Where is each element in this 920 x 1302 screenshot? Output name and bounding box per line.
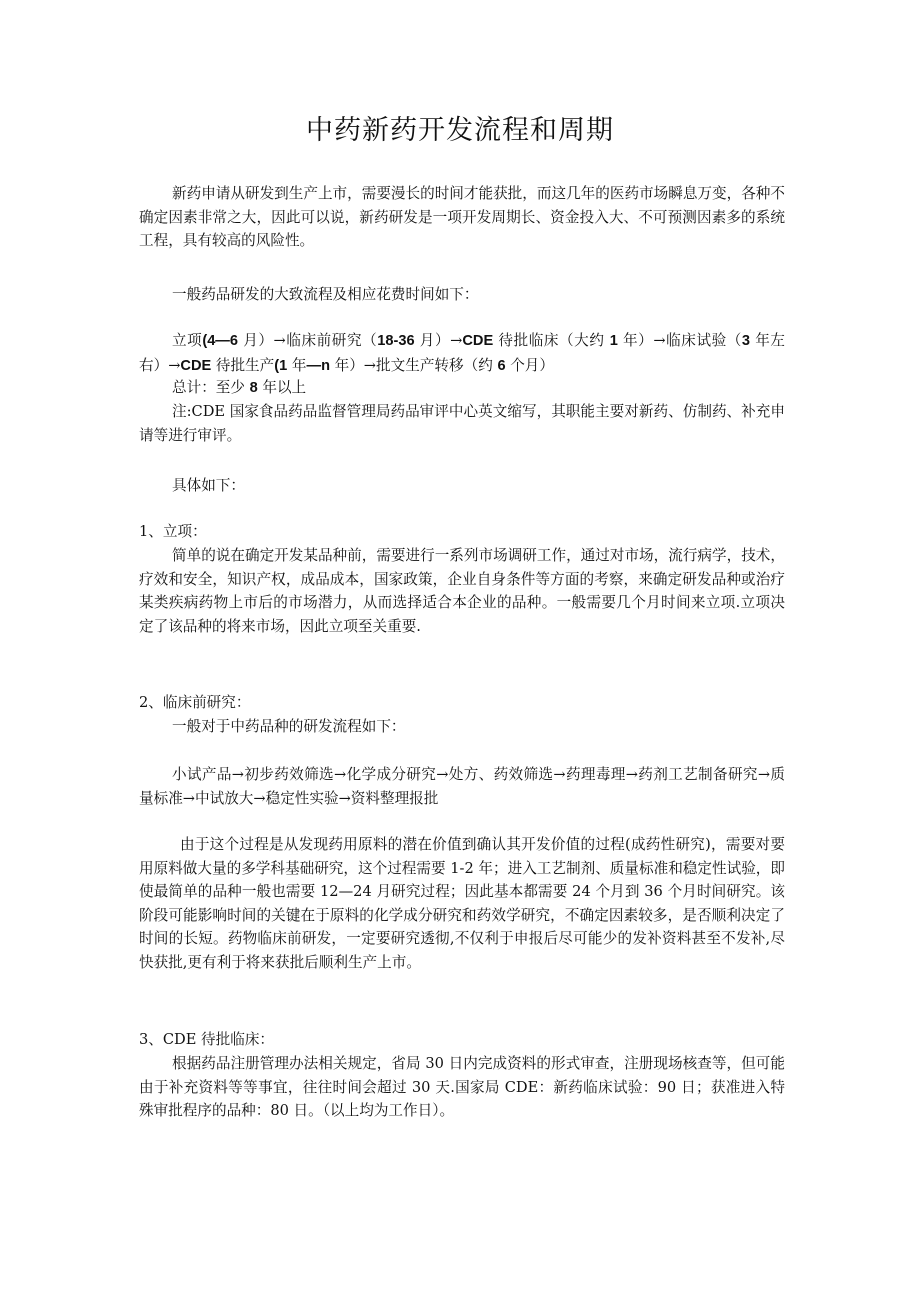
flow-text: 待批临床（大约 [493,332,610,349]
flow-intro-paragraph: 一般药品研发的大致流程及相应花费时间如下： [172,286,479,303]
flow-text: 年 [287,356,307,374]
flow-text: 待批生产 [211,356,275,374]
flow-time: 18-36 [377,333,415,349]
total-number: 8 [249,380,258,396]
section-2-body: 由于这个过程是从发现药用原料的潜在价值到确认其开发价值的过程(成药性研究)，需要对要用原料做大量的多学科基础研究，这个过程需要 1-2 年；进入工艺制剂、质量标准和稳定性试验，即使最简单的品种一般也需要 12—24 月研究过程；因此基本都需要 24 个月到 36 个月时间研究。该阶段可能影响时间的关键在于原料的化学成分研究和药效学研究，不确定因素较多，是否顺利决定了时间的长短。药物临床前研发，一定要研究透彻,不仅利于申报后尽可能少的发补资料甚至不发补,尽快获批,更有利于将来获批后顺利生产上市。 [139,836,785,971]
section-3-body: 根据药品注册管理办法相关规定，省局 30 日内完成资料的形式审查，注册现场核查等，但可能由于补充资料等等事宜，往往时间会超过 30 天.国家局 CDE：新药临床试验：90 日；获准进入特殊审批程序的品种：80 日。（以上均为工作日）。 [139,1055,785,1119]
flow-text: 月）→ [414,332,463,349]
total-paragraph [139,376,785,401]
flow-time: 6 [497,357,506,374]
flow-time: 3 [741,333,751,349]
flow-text: 月）→临床前研究（ [238,332,378,349]
section-2-flow: 小试产品→初步药效筛选→化学成分研究→处方、药效筛选→药理毒理→药剂工艺制备研究→质量标准→中试放大→稳定性实验→资料整理报批 [139,766,785,807]
flow-cde: CDE [180,357,212,374]
flow-text: 立项 [172,332,203,349]
detail-intro-paragraph: 具体如下： [172,477,245,494]
document-title: 中药新药开发流程和周期 [306,115,614,146]
flow-text: 年）→临床试验（ [617,332,742,349]
flow-text: 个月） [505,356,554,374]
note-paragraph: 注:CDE 国家食品药品监督管理局药品审评中心英文缩写，其职能主要对新药、仿制药、补充申请等进行审评。 [139,403,785,444]
total-text: 总计：至少 [172,379,250,396]
total-text: 年以上 [257,379,307,396]
flow-paragraph [139,329,785,378]
flow-text: 年左右）→ [139,332,786,374]
section-2-intro: 一般对于中药品种的研发流程如下： [172,718,406,735]
flow-time: —n [306,357,330,374]
section-1-body: 简单的说在确定开发某品种前，需要进行一系列市场调研工作，通过对市场，流行病学，技术，疗效和安全，知识产权，成品成本，国家政策，企业自身条件等方面的考察，来确定研发品种或治疗某类疾病药物上市后的市场潜力，从而选择适合本企业的品种。一般需要几个月时间来立项.立项决定了该品种的将来市场，因此立项至关重要. [139,547,785,635]
section-1-heading: 1、立项： [139,523,207,540]
flow-time: 1 [609,333,618,349]
flow-time: (1 [274,357,288,374]
flow-time: (4—6 [202,333,239,349]
section-2-heading: 2、临床前研究： [139,694,251,711]
flow-text: 年）→批文生产转移（约 [329,356,498,374]
intro-paragraph: 新药申请从研发到生产上市，需要漫长的时间才能获批，而这几年的医药市场瞬息万变，各种不确定因素非常之大，因此可以说，新药研发是一项开发周期长、资金投入大、不可预测因素多的系统工程，具有较高的风险性。 [139,185,785,249]
flow-cde: CDE [462,333,494,349]
section-3-heading: 3、CDE 待批临床： [139,1031,275,1048]
